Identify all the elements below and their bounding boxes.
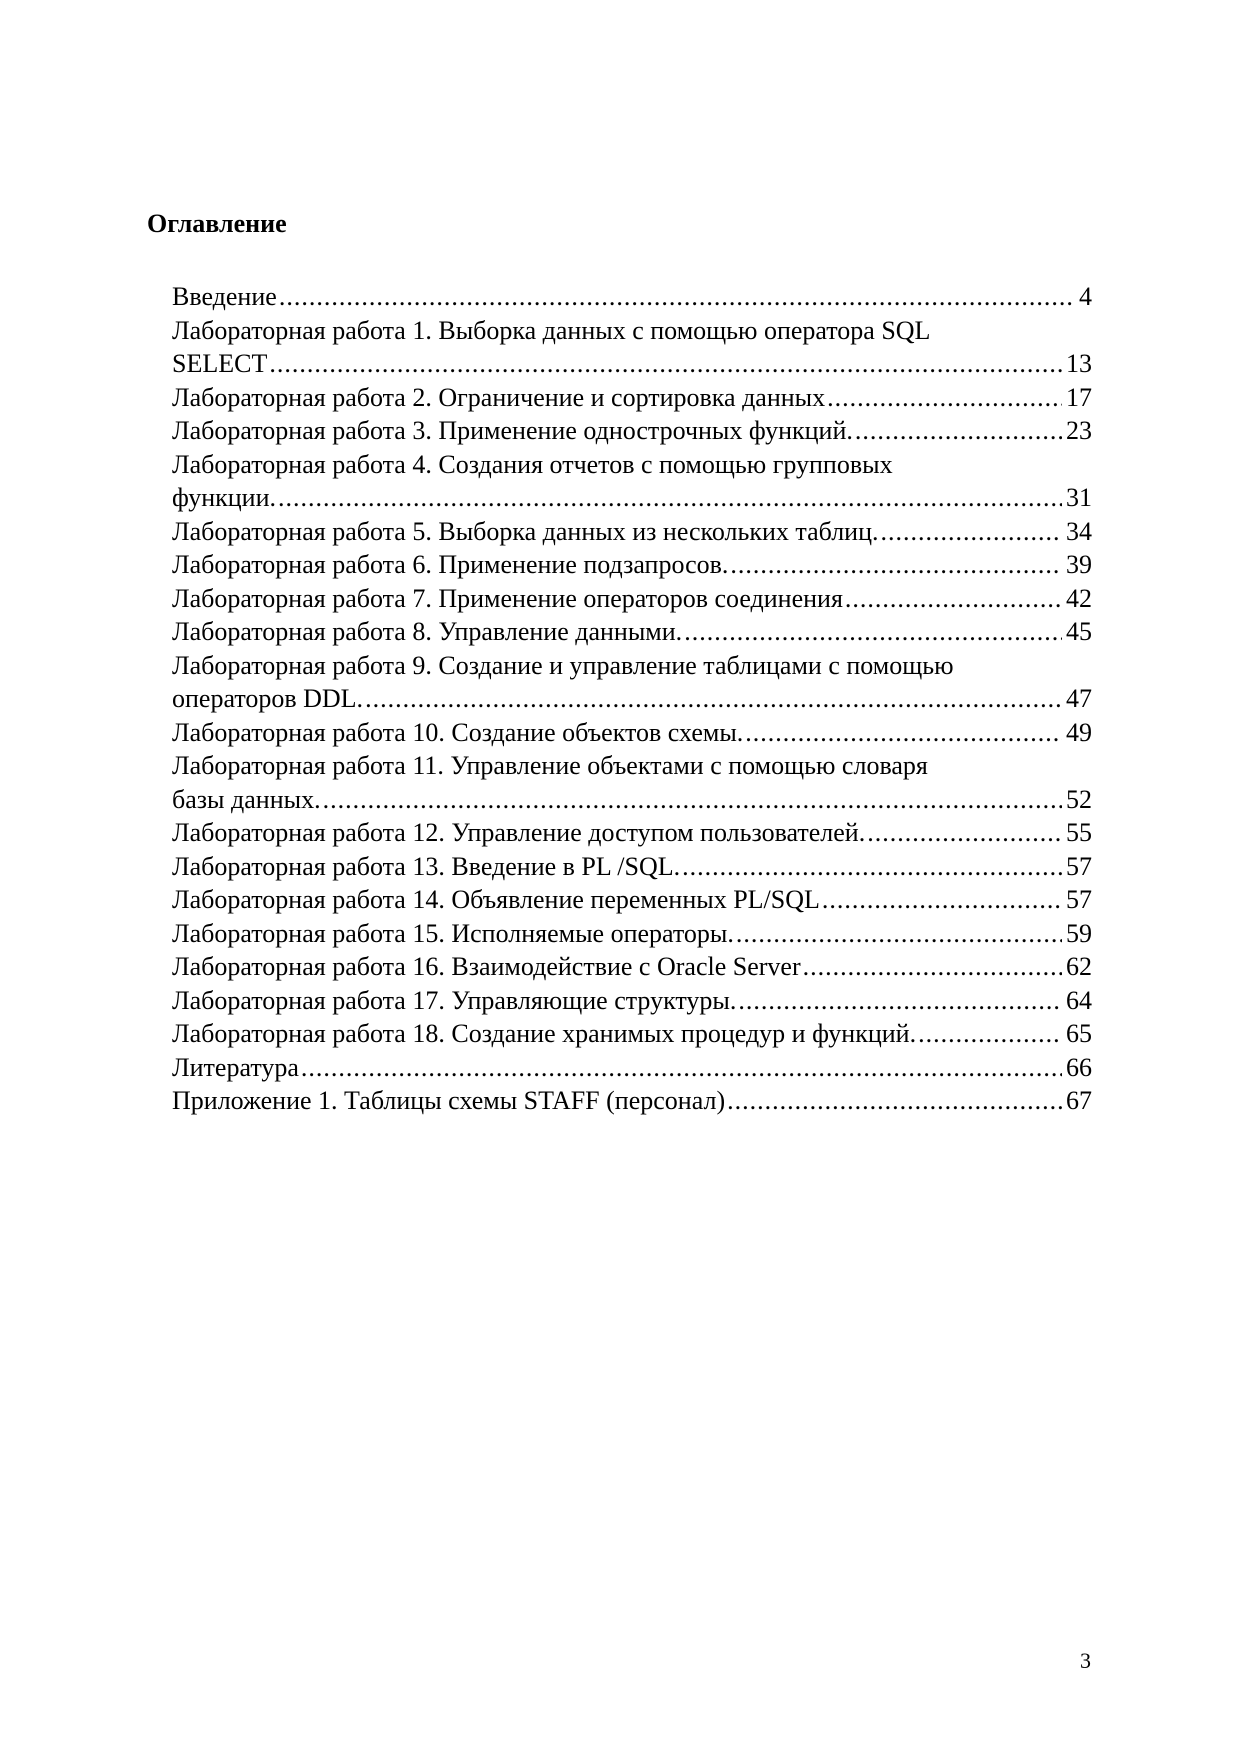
toc-dot-leader (682, 850, 1062, 884)
toc-entry[interactable] (172, 816, 1092, 850)
toc-entry[interactable] (172, 1051, 1092, 1085)
toc-entry[interactable] (172, 381, 1092, 415)
toc-entry-title: Лабораторная работа 14. Объявление переменных PL/SQL (172, 885, 820, 914)
toc-entry-page: 57 (1066, 851, 1092, 881)
toc-entry[interactable] (172, 883, 1092, 917)
toc-entry[interactable] (172, 1084, 1092, 1118)
toc-entry-title-line1: Лабораторная работа 11. Управление объектами с помощью словаря (172, 751, 928, 780)
toc-entry-title: Лабораторная работа 16. Взаимодействие с Oracle Server (172, 952, 801, 981)
toc-entry[interactable] (172, 1017, 1092, 1051)
toc-entry-title: Лабораторная работа 5. Выборка данных из нескольких таблиц. (172, 516, 879, 546)
toc-dot-leader (845, 582, 1062, 616)
toc-dot-leader (269, 347, 1062, 381)
toc-entry-title: Лабораторная работа 10. Создание объектов схемы. (172, 717, 744, 747)
toc-entry[interactable] (172, 314, 1092, 381)
toc-entry[interactable] (172, 548, 1092, 582)
toc-entry-title: Лабораторная работа 8. Управление данными. (172, 617, 683, 646)
toc-entry-page: 62 (1066, 952, 1092, 981)
toc-dot-leader (867, 816, 1062, 850)
toc-entry-title: Лабораторная работа 18. Создание хранимых процедур и функций. (172, 1019, 917, 1048)
toc-dot-leader (881, 515, 1062, 549)
toc-dot-leader (736, 917, 1062, 951)
toc-entry-page: 17 (1066, 382, 1092, 412)
toc-entry-page: 66 (1066, 1052, 1092, 1082)
toc-entry-title: функции. (172, 483, 276, 512)
toc-entry[interactable] (172, 850, 1092, 884)
toc-entry-title: операторов DDL. (172, 684, 364, 713)
toc-entry[interactable] (172, 950, 1092, 984)
toc-entry-page: 49 (1066, 717, 1092, 747)
toc-dot-leader (738, 984, 1062, 1018)
toc-entry-title: Приложение 1. Таблицы схемы STAFF (персонал) (172, 1086, 726, 1115)
toc-entry-page: 42 (1066, 583, 1092, 613)
toc-entry-title: SELECT (172, 349, 268, 378)
toc-entry[interactable] (172, 448, 1092, 515)
toc-entry-page: 57 (1066, 885, 1092, 914)
toc-dot-leader (745, 716, 1062, 750)
toc-entry-title-line1: Лабораторная работа 1. Выборка данных с помощью оператора SQL (172, 315, 931, 345)
toc-entry-page: 67 (1066, 1086, 1092, 1115)
toc-dot-leader (684, 615, 1062, 649)
toc-entry-page: 64 (1066, 985, 1092, 1015)
toc-dot-leader (855, 414, 1062, 448)
toc-entry-page: 23 (1066, 416, 1092, 445)
toc-dot-leader (727, 1084, 1062, 1118)
toc-entry-title: Лабораторная работа 7. Применение операторов соединения (172, 583, 843, 613)
toc-entry-page: 55 (1066, 818, 1092, 847)
toc-entry-title: Лабораторная работа 12. Управление доступом пользователей. (172, 818, 866, 847)
toc-entry-title: Лабораторная работа 6. Применение подзапросов. (172, 550, 729, 579)
toc-entry-page: 4 (1079, 282, 1092, 311)
toc-entry[interactable] (172, 917, 1092, 951)
page-title: Оглавление (147, 209, 287, 238)
toc-entry[interactable] (172, 649, 1092, 716)
toc-entry-page: 47 (1066, 684, 1092, 713)
toc-entry[interactable] (172, 716, 1092, 750)
table-of-contents (172, 280, 1092, 1118)
toc-dot-leader (822, 883, 1062, 917)
toc-entry-title: базы данных. (172, 784, 321, 814)
toc-dot-leader (365, 682, 1062, 716)
toc-dot-leader (279, 280, 1075, 314)
toc-entry-page: 59 (1066, 918, 1092, 948)
toc-entry-page: 13 (1066, 349, 1092, 378)
toc-entry[interactable] (172, 515, 1092, 549)
toc-entry-title: Лабораторная работа 17. Управляющие структуры. (172, 985, 737, 1015)
page-number: 3 (1080, 1648, 1091, 1673)
toc-entry-page: 39 (1066, 550, 1092, 579)
toc-entry-page: 52 (1066, 784, 1092, 814)
toc-entry[interactable] (172, 984, 1092, 1018)
toc-entry-title: Лабораторная работа 2. Ограничение и сортировка данных (172, 382, 826, 412)
toc-dot-leader (827, 381, 1062, 415)
toc-entry-page: 34 (1066, 516, 1092, 546)
toc-entry-title: Введение (172, 282, 277, 311)
toc-entry[interactable] (172, 615, 1092, 649)
toc-entry-page: 45 (1066, 617, 1092, 646)
toc-entry-title: Лабораторная работа 3. Применение однострочных функций. (172, 416, 853, 445)
toc-entry-title: Лабораторная работа 15. Исполняемые операторы. (172, 918, 734, 948)
toc-entry[interactable] (172, 749, 1092, 816)
toc-dot-leader (323, 783, 1062, 817)
toc-dot-leader (803, 950, 1062, 984)
toc-entry-page: 65 (1066, 1019, 1092, 1048)
toc-dot-leader (301, 1051, 1062, 1085)
toc-entry-title-line1: Лабораторная работа 4. Создания отчетов с помощью групповых (172, 449, 893, 479)
toc-entry-title-line1: Лабораторная работа 9. Создание и управление таблицами с помощью (172, 650, 954, 680)
toc-entry-title: Лабораторная работа 13. Введение в PL /SQL. (172, 851, 681, 881)
toc-dot-leader (278, 481, 1062, 515)
toc-entry-title: Литература (172, 1052, 299, 1082)
toc-entry-page: 31 (1066, 483, 1092, 512)
toc-entry[interactable] (172, 582, 1092, 616)
toc-entry[interactable] (172, 414, 1092, 448)
toc-dot-leader (918, 1017, 1062, 1051)
toc-entry[interactable] (172, 280, 1092, 314)
toc-dot-leader (730, 548, 1062, 582)
